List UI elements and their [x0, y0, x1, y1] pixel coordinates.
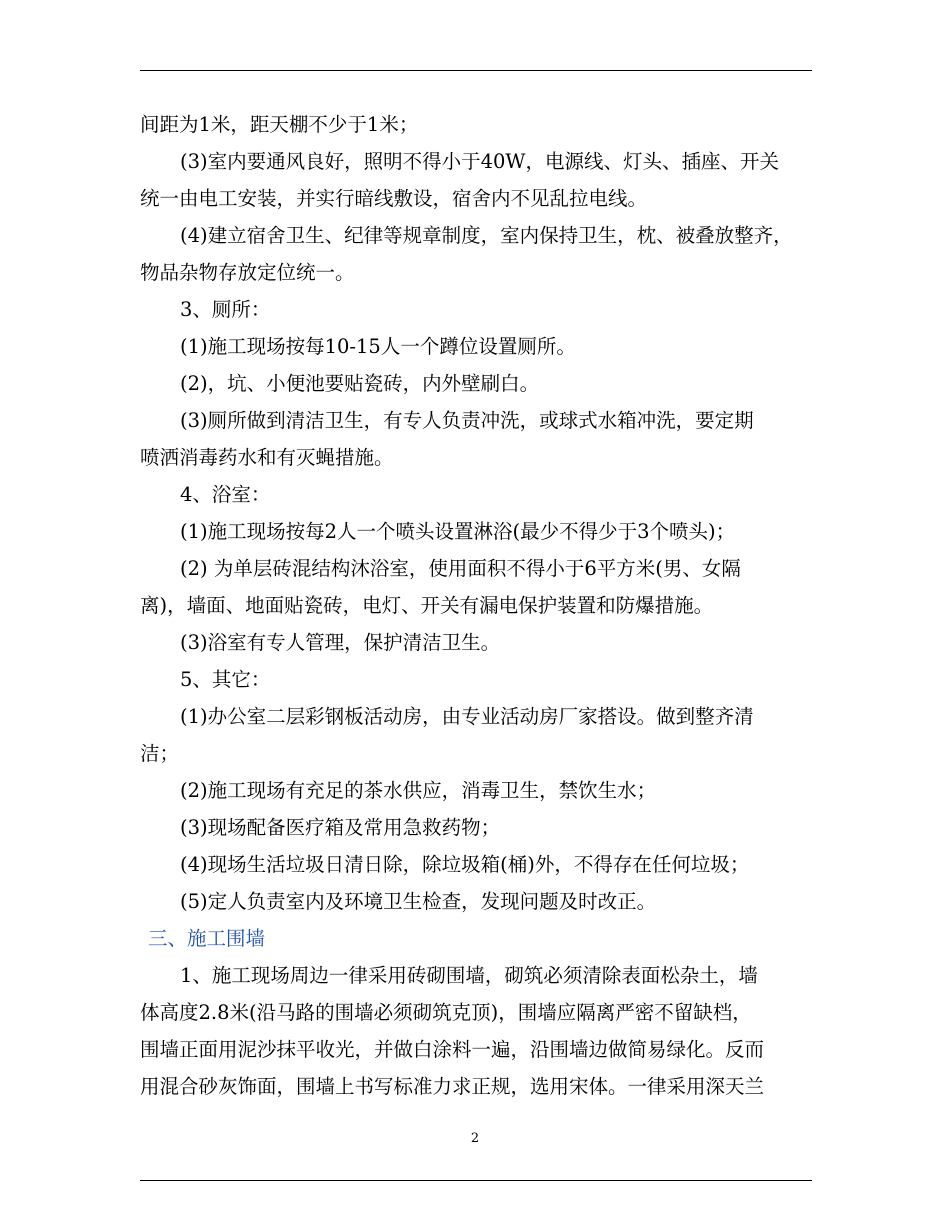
text-line-24: 1、施工现场周边一律采用砖砌围墙，砌筑必须清除表面松杂土，墙: [180, 964, 758, 987]
text-line-26: 围墙正面用泥沙抹平收光，并做白涂料一遍，沿围墙边做简易绿化。反而: [140, 1038, 765, 1061]
text-line-3: 统一由电工安装，并实行暗线敷设，宿舍内不见乱拉电线。: [140, 187, 648, 210]
text-line-27: 用混合砂灰饰面，围墙上书写标准力求正规，选用宋体。一律采用深天兰: [140, 1075, 765, 1098]
footer-rule: [140, 1180, 812, 1181]
text-line-9: (3)厕所做到清洁卫生，有专人负责冲洗，或球式水箱冲洗，要定期: [180, 409, 754, 432]
subsection-other-title: 5、其它：: [180, 668, 271, 691]
text-line-2: (3)室内要通风良好，照明不得小于40W，电源线、灯头、插座、开关: [180, 150, 779, 173]
text-line-17: (1)办公室二层彩钢板活动房，由专业活动房厂家搭设。做到整齐清: [180, 705, 754, 728]
text-line-7: (1)施工现场按每10-15人一个蹲位设置厕所。: [180, 335, 576, 358]
text-line-5: 物品杂物存放定位统一。: [140, 261, 355, 284]
text-line-20: (3)现场配备医疗箱及常用急救药物；: [180, 816, 501, 839]
text-line-19: (2)施工现场有充足的茶水供应，消毒卫生，禁饮生水；: [180, 779, 657, 802]
text-line-25: 体高度2.8米(沿马路的围墙必须砌筑克顶)，围墙应隔离严密不留缺档，: [140, 1001, 752, 1024]
text-line-21: (4)现场生活垃圾日清日除，除垃圾箱(桶)外，不得存在任何垃圾；: [180, 853, 750, 876]
text-line-18: 洁；: [140, 742, 180, 765]
header-rule: [140, 70, 812, 71]
document-body: [140, 106, 812, 1105]
text-line-12: (1)施工现场按每2人一个喷头设置淋浴(最少不得少于3个喷头)；: [180, 520, 736, 543]
text-line-1: 间距为1米，距天棚不少于1米；: [140, 113, 419, 136]
section-heading: 三、施工围墙: [148, 927, 266, 950]
text-line-10: 喷洒消毒药水和有灭蝇措施。: [140, 446, 394, 469]
text-line-22: (5)定人负责室内及环境卫生检查，发现问题及时改正。: [180, 890, 657, 913]
text-line-8: (2)，坑、小便池要贴瓷砖，内外壁刷白。: [180, 372, 540, 395]
text-line-13: (2) 为单层砖混结构沐浴室，使用面积不得小于6平方米(男、女隔: [180, 557, 741, 580]
page-number: 2: [470, 1131, 480, 1146]
text-line-4: (4)建立宿舍卫生、纪律等规章制度，室内保持卫生，枕、被叠放整齐，: [180, 224, 793, 247]
subsection-bathroom-title: 4、浴室：: [180, 483, 271, 506]
subsection-toilet-title: 3、厕所：: [180, 298, 271, 321]
text-line-15: (3)浴室有专人管理，保护清洁卫生。: [180, 631, 501, 654]
text-line-14: 离)，墙面、地面贴瓷砖，电灯、开关有漏电保护装置和防爆措施。: [140, 594, 714, 617]
